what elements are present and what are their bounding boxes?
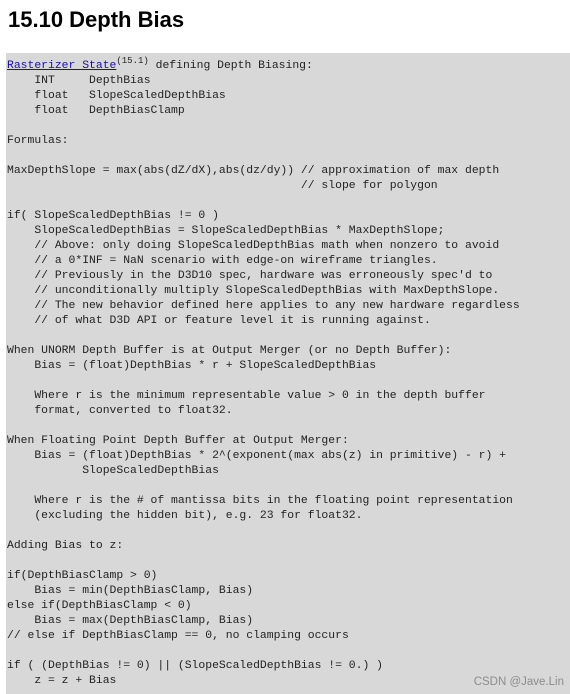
code-line: z = z + Bias (7, 675, 117, 687)
code-line: if ( (DepthBias != 0) || (SlopeScaledDepthBias != 0.) ) (7, 660, 383, 672)
code-lines (7, 74, 520, 689)
rasterizer-state-link[interactable]: Rasterizer State (7, 60, 117, 72)
code-line (7, 329, 520, 344)
code-line: else if(DepthBiasClamp < 0) (7, 600, 192, 612)
code-line: MaxDepthSlope = max(abs(dZ/dX),abs(dz/dy)) // approximation of max depth (7, 165, 500, 177)
code-line: INT DepthBias (7, 75, 151, 87)
code-line: float SlopeScaledDepthBias (7, 90, 226, 102)
code-line-intro (7, 56, 520, 74)
footnote-ref: (15.1) (116, 56, 149, 66)
code-line: // Above: only doing SlopeScaledDepthBias math when nonzero to avoid (7, 240, 500, 252)
code-text (7, 56, 520, 689)
code-line: // slope for polygon (7, 180, 438, 192)
code-line (7, 149, 520, 164)
code-line: format, converted to float32. (7, 405, 233, 417)
code-line: Adding Bias to z: (7, 540, 124, 552)
code-line: When UNORM Depth Buffer is at Output Merger (or no Depth Buffer): (7, 345, 452, 357)
code-line (7, 479, 520, 494)
code-line (7, 119, 520, 134)
code-line: // else if DepthBiasClamp == 0, no clamping occurs (7, 630, 349, 642)
code-line: (excluding the hidden bit), e.g. 23 for float32. (7, 510, 363, 522)
code-line: // a 0*INF = NaN scenario with edge-on wireframe triangles. (7, 255, 438, 267)
code-line (7, 644, 520, 659)
code-line: float DepthBiasClamp (7, 105, 185, 117)
code-block (6, 53, 570, 694)
code-line: Where r is the minimum representable value > 0 in the depth buffer (7, 390, 486, 402)
code-line: Bias = max(DepthBiasClamp, Bias) (7, 615, 254, 627)
code-line (7, 419, 520, 434)
intro-text: defining Depth Biasing: (148, 60, 313, 72)
code-line: if( SlopeScaledDepthBias != 0 ) (7, 210, 219, 222)
code-line: // of what D3D API or feature level it is running against. (7, 315, 431, 327)
code-line: When Floating Point Depth Buffer at Output Merger: (7, 435, 349, 447)
code-line: // unconditionally multiply SlopeScaledDepthBias with MaxDepthSlope. (7, 285, 500, 297)
code-line: Formulas: (7, 135, 69, 147)
code-line: Bias = min(DepthBiasClamp, Bias) (7, 585, 254, 597)
code-line: // Previously in the D3D10 spec, hardware was erroneously spec'd to (7, 270, 493, 282)
section-title: 15.10 Depth Bias (8, 7, 185, 32)
watermark: CSDN @Jave.Lin (473, 676, 564, 688)
code-line: // The new behavior defined here applies to any new hardware regardless (7, 300, 520, 312)
code-line (7, 194, 520, 209)
code-line: Where r is the # of mantissa bits in the floating point representation (7, 495, 513, 507)
code-line (7, 524, 520, 539)
code-line: SlopeScaledDepthBias (7, 465, 219, 477)
code-line: Bias = (float)DepthBias * 2^(exponent(max abs(z) in primitive) - r) + (7, 450, 506, 462)
code-line: Bias = (float)DepthBias * r + SlopeScaledDepthBias (7, 360, 377, 372)
code-line (7, 374, 520, 389)
code-line: SlopeScaledDepthBias = SlopeScaledDepthBias * MaxDepthSlope; (7, 225, 445, 237)
code-line (7, 554, 520, 569)
code-line: if(DepthBiasClamp > 0) (7, 570, 158, 582)
